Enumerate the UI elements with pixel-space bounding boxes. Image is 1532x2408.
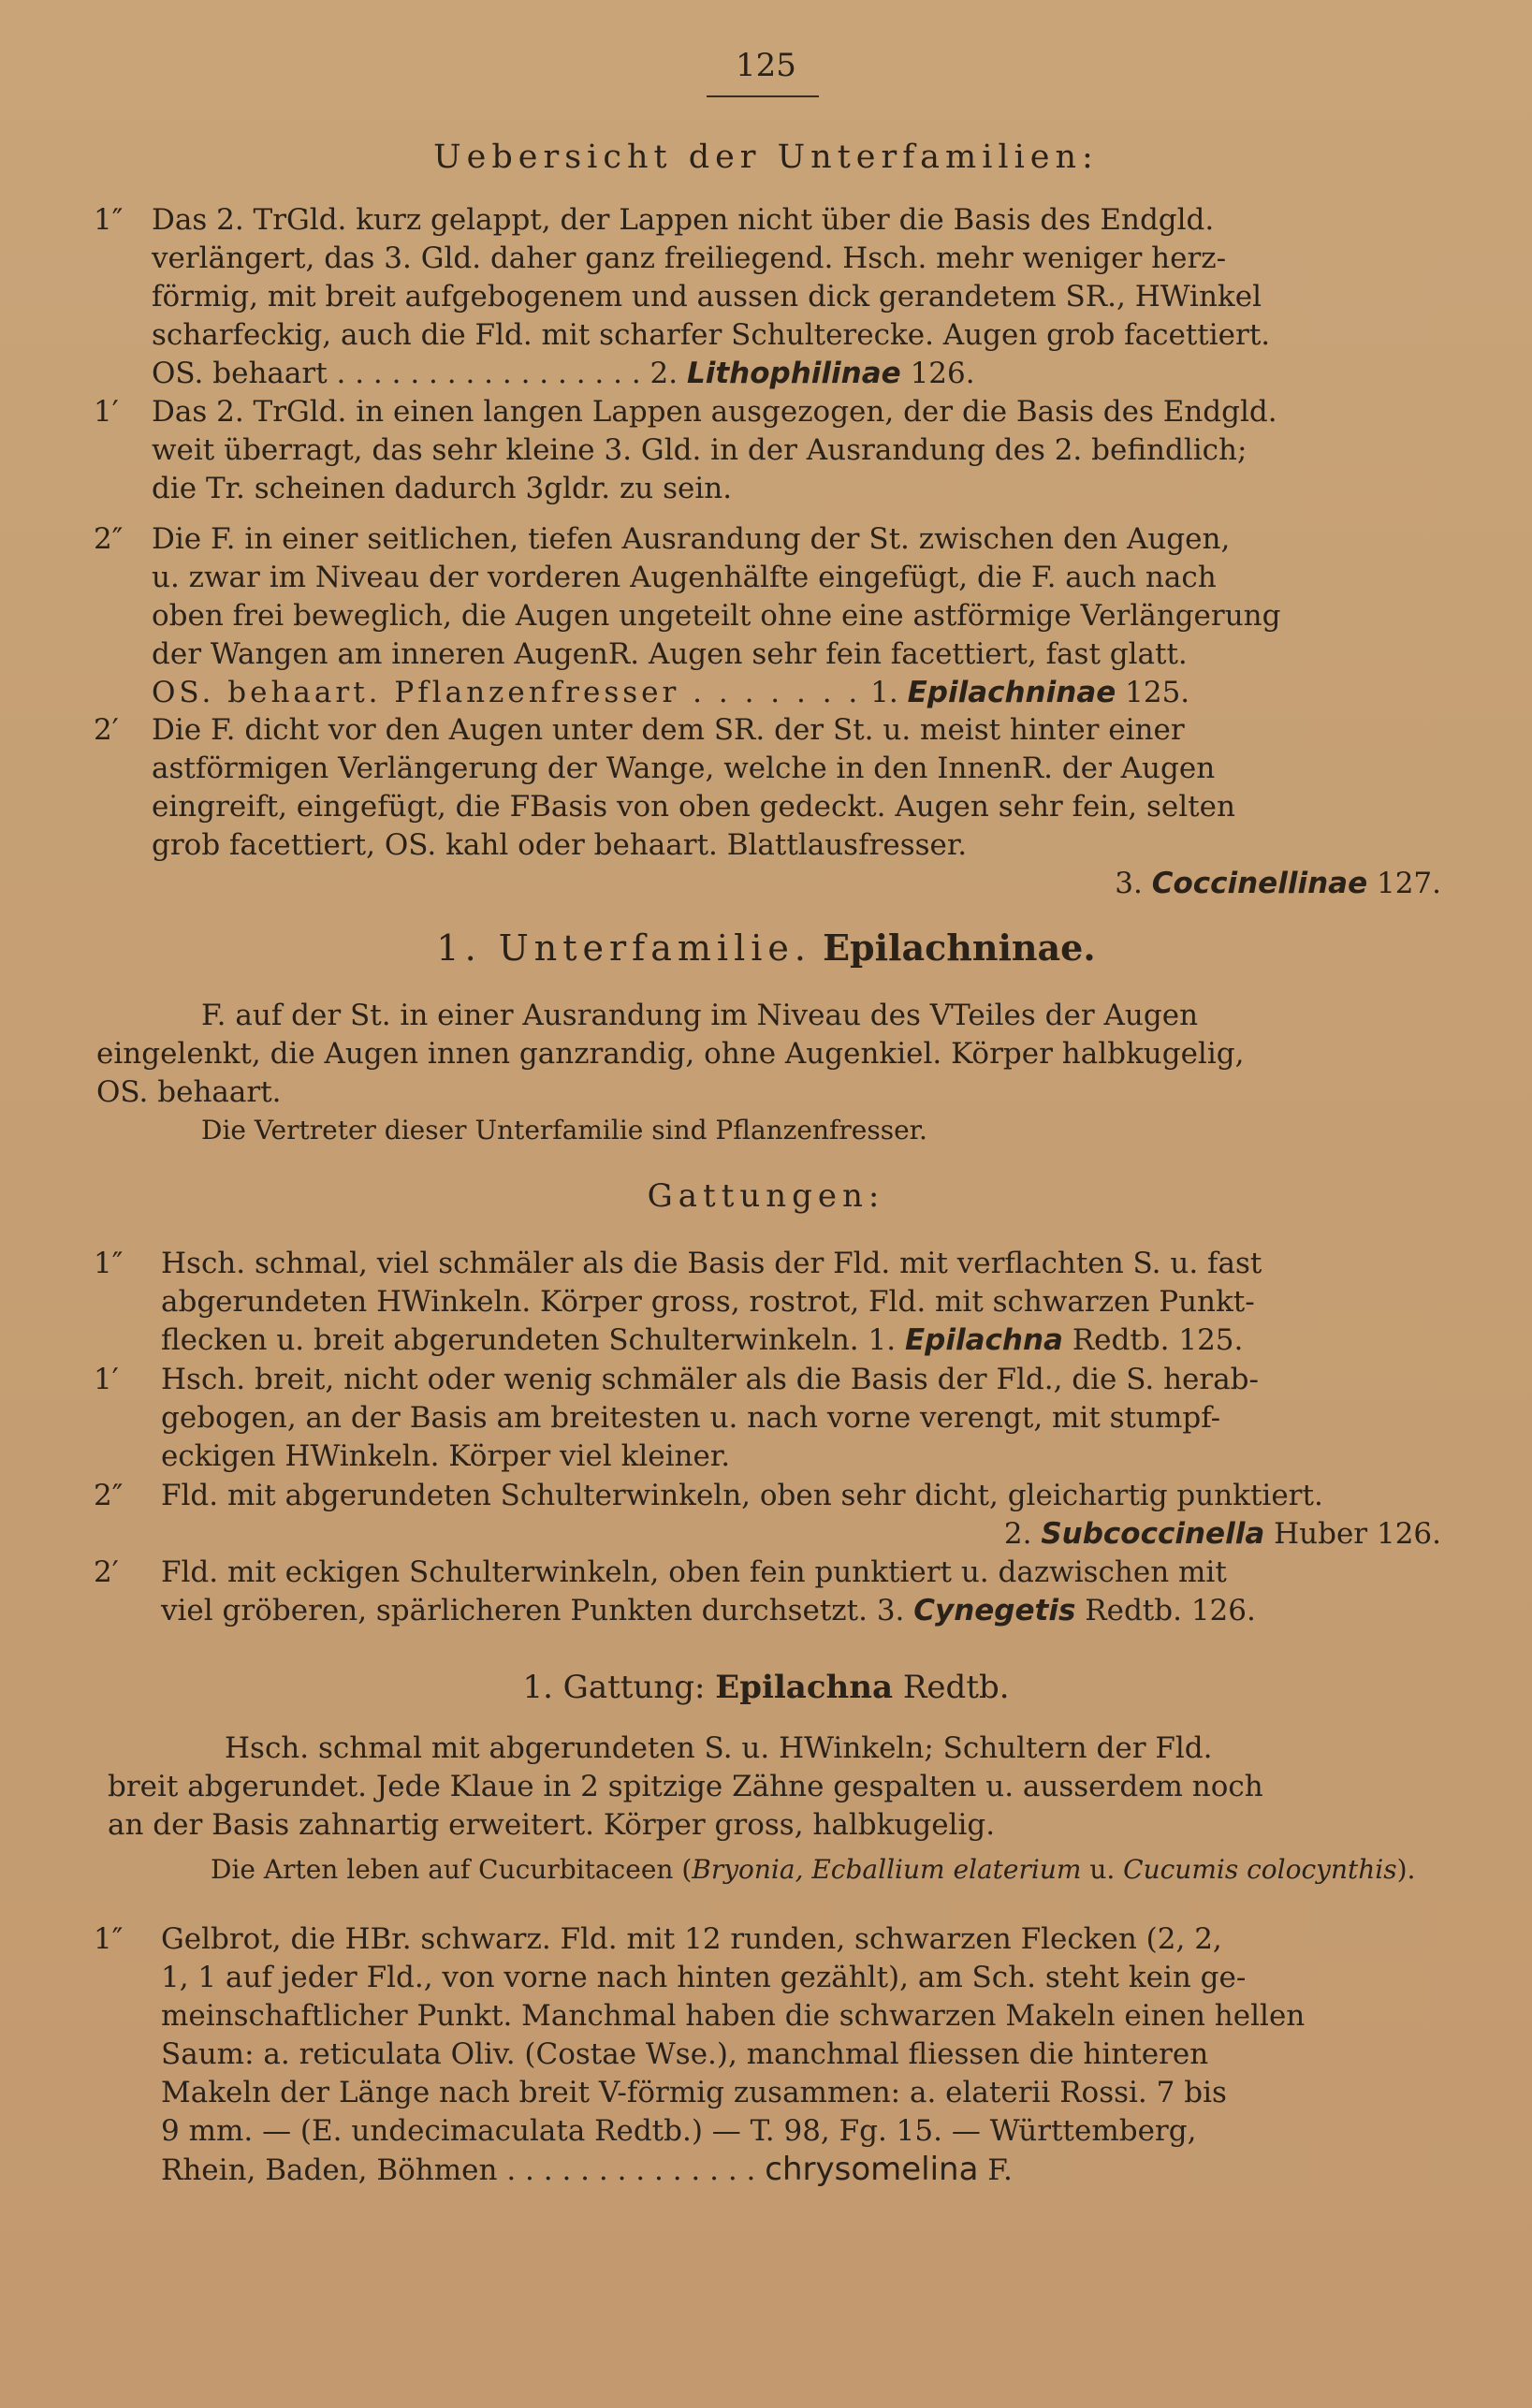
genus-key-entry	[94, 1245, 1441, 1360]
genus-key-entry	[94, 1361, 1441, 1476]
entry-line: Die F. dicht vor den Augen unter dem SR. der St. u. meist hinter einer	[152, 713, 1185, 747]
species-line-last	[161, 2151, 1441, 2190]
genus-name: Epilachna	[715, 1669, 894, 1706]
subfamily-heading	[0, 927, 1532, 969]
species-locality: Rhein, Baden, Böhmen . . . . . . . . . . . . . .	[161, 2153, 756, 2187]
note-plants: Bryonia, Ecballium elaterium	[692, 1854, 1082, 1885]
entry-line-last	[152, 355, 1441, 393]
page-number: 125	[736, 47, 796, 84]
ref-number: 2.	[1003, 1517, 1032, 1551]
genus-heading	[0, 1669, 1532, 1706]
entry-line: u. zwar im Niveau der vorderen Augenhälfte eingefügt, die F. auch nach	[152, 561, 1217, 594]
entry-line: weit überragt, das sehr kleine 3. Gld. in der Ausrandung des 2. befindlich;	[152, 433, 1247, 467]
entry-number: 2″	[94, 1479, 124, 1512]
ref-genus: Epilachna	[904, 1323, 1063, 1357]
ref-page: 127.	[1376, 867, 1441, 900]
entry-line-last	[161, 1515, 1441, 1554]
key-heading: Uebersicht der Unterfamilien:	[433, 139, 1099, 176]
species-name: chrysomelina	[765, 2151, 979, 2188]
note-text: Die Arten leben auf Cucurbitaceen (	[211, 1854, 693, 1885]
subfamily-name: Epilachninae.	[823, 927, 1096, 969]
entry-line-last	[152, 865, 1441, 903]
subfamily-prefix: 1. Unterfamilie.	[436, 927, 811, 969]
entry-line: Fld. mit eckigen Schulterwinkeln, oben fein punktiert u. dazwischen mit	[161, 1555, 1227, 1589]
entry-line: eckigen HWinkeln. Körper viel kleiner.	[161, 1439, 731, 1473]
desc-line: Hsch. schmal mit abgerundeten S. u. HWinkeln; Schultern der Fld.	[225, 1731, 1213, 1765]
genus-key-entry	[94, 1554, 1441, 1630]
entry-number: 2′	[94, 1555, 119, 1589]
entry-line: scharfeckig, auch die Fld. mit scharfer Schulterecke. Augen grob facettiert.	[152, 318, 1271, 352]
note-text: ).	[1396, 1854, 1416, 1885]
entry-line: Das 2. TrGld. kurz gelappt, der Lappen nicht über die Basis des Endgld.	[152, 203, 1215, 237]
subfamily-description	[96, 997, 1441, 1112]
ref-subfamily: Epilachninae	[907, 676, 1116, 709]
entry-line: abgerundeten HWinkeln. Körper gross, rostrot, Fld. mit schwarzen Punkt-	[161, 1285, 1255, 1319]
genus-prefix: 1. Gattung:	[522, 1669, 706, 1706]
entry-line: Fld. mit abgerundeten Schulterwinkeln, oben sehr dicht, gleichartig punktiert.	[161, 1479, 1323, 1512]
entry-line-last	[161, 1321, 1441, 1360]
entry-text: viel gröberen, spärlicheren Punkten durchsetzt.	[161, 1594, 868, 1627]
entry-number: 1′	[94, 1363, 119, 1396]
ref-page: 125.	[1125, 676, 1190, 709]
species-line: 1, 1 auf jeder Fld., von vorne nach hinten gezählt), am Sch. steht kein ge-	[161, 1961, 1247, 1994]
desc-line: OS. behaart.	[96, 1075, 282, 1109]
species-line: Makeln der Länge nach breit V-förmig zusammen: a. elaterii Rossi. 7 bis	[161, 2076, 1227, 2109]
note-text: u.	[1081, 1854, 1124, 1885]
note-cucumis: Cucumis colocynthis	[1123, 1854, 1397, 1885]
entry-line: Die F. in einer seitlichen, tiefen Ausrandung der St. zwischen den Augen,	[152, 522, 1231, 556]
subfamily-note: Die Vertreter dieser Unterfamilie sind Pflanzenfresser.	[201, 1115, 927, 1146]
genus-description	[108, 1729, 1441, 1845]
entry-number: 1′	[94, 395, 119, 429]
entry-line: förmig, mit breit aufgebogenem und aussen dick gerandetem SR., HWinkel	[152, 280, 1262, 314]
ref-number: 2.	[649, 357, 678, 390]
genus-note	[108, 1853, 1441, 1887]
ref-genus: Cynegetis	[913, 1594, 1076, 1627]
entry-number: 2′	[94, 713, 119, 747]
entry-line: eingreift, eingefügt, die FBasis von oben gedeckt. Augen sehr fein, selten	[152, 790, 1235, 824]
ref-author: Huber 126.	[1274, 1517, 1441, 1551]
header-rule	[707, 95, 819, 97]
genus-key-entry	[94, 1477, 1441, 1554]
ref-genus: Subcoccinella	[1041, 1517, 1265, 1551]
species-author: F.	[987, 2153, 1013, 2187]
species-line: 9 mm. — (E. undecimaculata Redtb.) — T. 98, Fg. 15. — Württemberg,	[161, 2114, 1197, 2148]
species-line: meinschaftlicher Punkt. Manchmal haben die schwarzen Makeln einen hellen	[161, 1999, 1306, 2033]
entry-text: flecken u. breit abgerundeten Schulterwinkeln.	[161, 1323, 859, 1357]
entry-number: 1″	[94, 1922, 124, 1956]
ref-author: Redtb. 126.	[1085, 1594, 1256, 1627]
entry-line: Hsch. breit, nicht oder wenig schmäler als die Basis der Fld., die S. herab-	[161, 1363, 1260, 1396]
ref-number: 3.	[876, 1594, 905, 1627]
ref-number: 1.	[868, 1323, 897, 1357]
entry-line: oben frei beweglich, die Augen ungeteilt ohne eine astförmige Verlängerung	[152, 599, 1281, 633]
entry-line-last	[152, 674, 1441, 712]
entry-number: 1″	[94, 203, 124, 237]
entry-line-last	[161, 1592, 1441, 1630]
species-entry	[94, 1920, 1441, 2190]
desc-line: eingelenkt, die Augen innen ganzrandig, ohne Augenkiel. Körper halbkugelig,	[96, 1037, 1245, 1071]
genera-heading: Gattungen:	[647, 1177, 885, 1215]
genus-author: Redtb.	[902, 1669, 1010, 1706]
ref-number: 3.	[1115, 867, 1143, 900]
entry-line: verlängert, das 3. Gld. daher ganz freiliegend. Hsch. mehr weniger herz-	[152, 241, 1227, 275]
entry-number: 2″	[94, 522, 124, 556]
entry-line: Hsch. schmal, viel schmäler als die Basis der Fld. mit verflachten S. u. fast	[161, 1247, 1262, 1280]
entry-line: astförmigen Verlängerung der Wange, welche in den InnenR. der Augen	[152, 752, 1216, 785]
entry-line: der Wangen am inneren AugenR. Augen sehr fein facettiert, fast glatt.	[152, 637, 1188, 671]
ref-number: 1.	[870, 676, 898, 709]
key-entry	[94, 393, 1441, 508]
entry-line: gebogen, an der Basis am breitesten u. nach vorne verengt, mit stumpf-	[161, 1401, 1221, 1435]
ref-page: 126.	[910, 357, 975, 390]
key-entry	[94, 711, 1441, 903]
leader-text: OS. behaart . . . . . . . . . . . . . . . . .	[152, 357, 641, 390]
ref-author: Redtb. 125.	[1072, 1323, 1244, 1357]
entry-line: grob facettiert, OS. kahl oder behaart. Blattlausfresser.	[152, 828, 968, 862]
entry-line: Das 2. TrGld. in einen langen Lappen ausgezogen, der die Basis des Endgld.	[152, 395, 1277, 429]
key-entry	[94, 201, 1441, 393]
species-line: Gelbrot, die HBr. schwarz. Fld. mit 12 runden, schwarzen Flecken (2, 2,	[161, 1922, 1222, 1956]
leader-text: OS. behaart. Pflanzenfresser . . . . . . .	[152, 676, 862, 709]
key-entry	[94, 520, 1441, 712]
desc-line: F. auf der St. in einer Ausrandung im Niveau des VTeiles der Augen	[201, 999, 1199, 1032]
desc-line: an der Basis zahnartig erweitert. Körper gross, halbkugelig.	[108, 1808, 996, 1842]
desc-line: breit abgerundet. Jede Klaue in 2 spitzige Zähne gespalten u. ausserdem noch	[108, 1770, 1263, 1803]
species-line: Saum: a. reticulata Oliv. (Costae Wse.), manchmal fliessen die hinteren	[161, 2037, 1209, 2071]
ref-subfamily: Coccinellinae	[1151, 867, 1368, 900]
entry-line: die Tr. scheinen dadurch 3gldr. zu sein.	[152, 472, 733, 505]
ref-subfamily: Lithophilinae	[686, 357, 901, 390]
entry-number: 1″	[94, 1247, 124, 1280]
